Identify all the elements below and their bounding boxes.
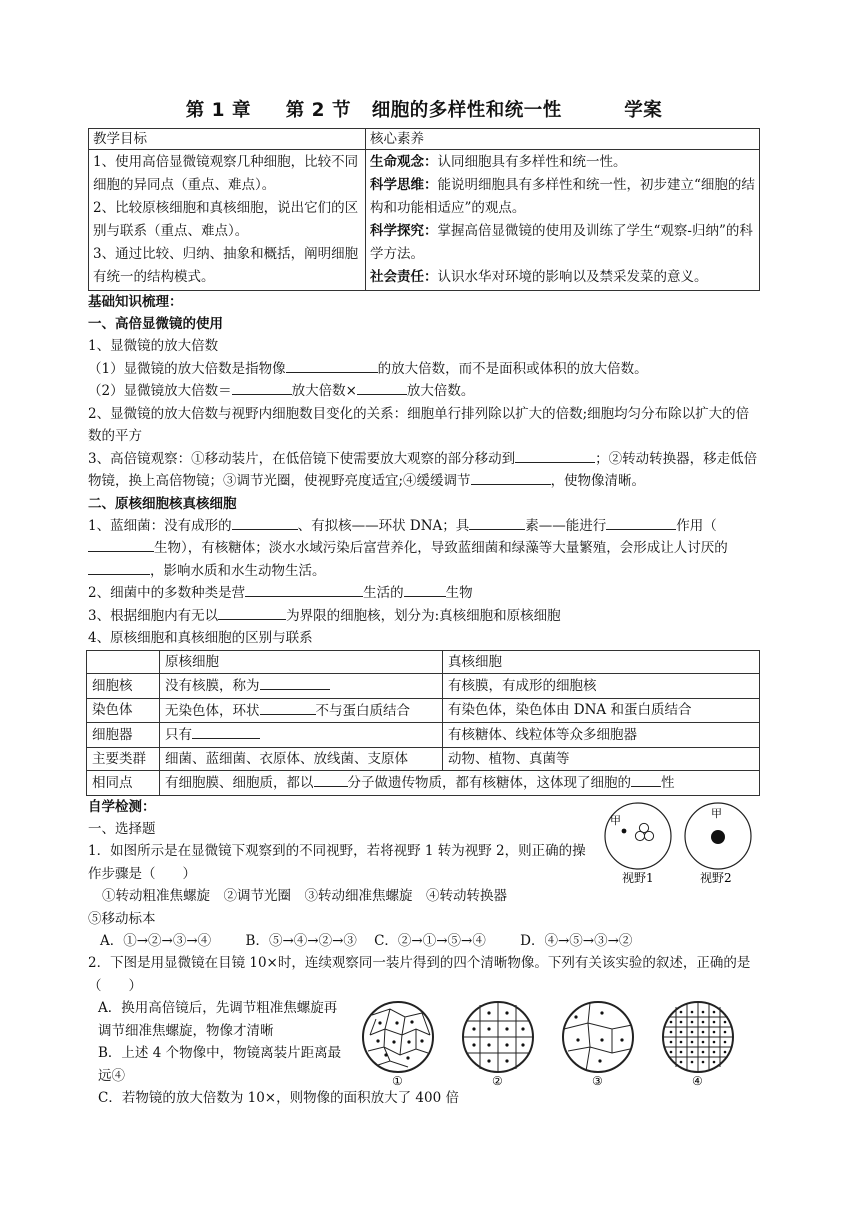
table-row: 细胞核 没有核膜，称为 有核膜，有成形的细胞核: [87, 674, 760, 699]
cell-image-4: [663, 1002, 733, 1087]
table-row: 主要类群 细菌、蓝细菌、衣原体、放线菌、支原体 动物、植物、真菌等: [87, 747, 760, 771]
s1-2: 2、显微镜的放大倍数与视野内细胞数目变化的关系：细胞单行排列除以扩大的倍数;细胞均匀分布除以扩大的倍数的平方: [88, 405, 750, 444]
s1-1a: （1）显微镜的放大倍数是指物像 的放大倍数，而不是面积或体积的放大倍数。: [88, 358, 760, 381]
microscope-views-figure: [600, 794, 760, 884]
fill-blank[interactable]: [286, 358, 378, 373]
s2-1: 1、蓝细菌：没有成形的 、有拟核——环状 DNA；具 素——能进行 作用（生物），有核糖体；淡水水域污染后富营养化，导致蓝细菌和绿藻等大量繁殖，会形成让人讨厌的，影响水质和水生动物生活。: [88, 515, 760, 583]
objectives-cell: [89, 150, 366, 291]
compare-table: [86, 650, 760, 796]
s1-1b: （2）显微镜放大倍数＝ 放大倍数× 放大倍数。: [88, 380, 760, 403]
svg-text:视野1: 视野1: [622, 870, 654, 884]
literacy-item: 社会责任：认识水华对环境的影响以及禁采发菜的意义。: [370, 269, 708, 285]
selftest-heading: 自学检测：: [88, 798, 156, 815]
fill-blank[interactable]: [469, 515, 525, 530]
col-prokaryote: 原核细胞: [160, 650, 443, 674]
fill-blank[interactable]: [314, 772, 348, 787]
option-a[interactable]: A．①→②→③→④: [100, 933, 212, 949]
svg-text:视野2: 视野2: [700, 870, 732, 884]
fill-blank[interactable]: [260, 675, 330, 690]
objective-item: 2、比较原核细胞和真核细胞，说出它们的区别与联系（重点、难点）。: [93, 200, 359, 239]
option-d[interactable]: D．④→⑤→③→②: [520, 933, 633, 949]
cell-image-1: [363, 1002, 433, 1087]
literacy-header: 核心素养: [366, 129, 760, 150]
literacy-item: 科学探究：掌握高倍显微镜的使用及训练了学生“观察-归纳”的科学方法。: [370, 223, 753, 262]
fill-blank[interactable]: [606, 515, 676, 530]
fill-blank[interactable]: [245, 582, 363, 597]
q1-steps: ①转动粗准焦螺旋 ②调节光圈 ③转动细准焦螺旋 ④转动转换器: [102, 888, 507, 904]
question-1: 一、选择题 1．如图所示是在显微镜下观察到的不同视野，若将视野 1 转为视野 2，则正确的操作步骤是（ ） ①转动粗准焦螺旋 ②调节光圈 ③转动细准焦螺旋 ④转动转换器 ⑤移动标本 A．①→②→③→④ B．⑤→④→②→③ C．②→①→⑤→④ D．④→⑤→③→② 甲 甲 视野1 视野2: [88, 818, 760, 953]
cell-image-2: [463, 1002, 533, 1087]
objective-item: 1、使用高倍显微镜观察几种细胞，比较不同细胞的异同点（重点、难点）。: [93, 154, 359, 193]
svg-text:甲: 甲: [610, 813, 621, 827]
q1-stem: 1．如图所示是在显微镜下观察到的不同视野，若将视野 1 转为视野 2，则正确的操作步骤是（ ）: [88, 843, 586, 882]
q1-options: [88, 930, 760, 952]
literacy-item: 科学思维：能说明细胞具有多样性和统一性，初步建立“细胞的结构和功能相适应”的观点。: [370, 177, 755, 216]
fill-blank[interactable]: [631, 772, 661, 787]
worksheet-page: [88, 96, 760, 1110]
fill-blank[interactable]: [471, 470, 551, 485]
fill-blank[interactable]: [232, 515, 298, 530]
objectives-table: [88, 128, 760, 291]
q2-option-c[interactable]: C．若物镜的放大倍数为 10×，则物像的面积放大了 400 倍: [98, 1090, 459, 1106]
fill-blank[interactable]: [88, 560, 150, 575]
table-row: 相同点 有细胞膜、细胞质，都以 分子做遗传物质，都有核糖体，这体现了细胞的 性: [87, 771, 760, 796]
fill-blank[interactable]: [404, 582, 446, 597]
q1-steps-2: ⑤移动标本: [88, 910, 156, 927]
fill-blank[interactable]: [192, 724, 260, 739]
basics-heading: 基础知识梳理：: [88, 294, 183, 310]
svg-text:③: ③: [592, 1074, 603, 1087]
svg-text:②: ②: [492, 1074, 503, 1087]
s2-4: 4、原核细胞和真核细胞的区别与联系: [88, 630, 313, 646]
svg-text:甲: 甲: [711, 806, 722, 820]
objectives-header: 教学目标: [89, 129, 366, 150]
table-row: 染色体 无染色体，环状 不与蛋白质结合 有染色体，染色体由 DNA 和蛋白质结合: [87, 698, 760, 723]
svg-text:④: ④: [692, 1074, 703, 1087]
cell-images-figure: [350, 995, 750, 1087]
fill-blank[interactable]: [260, 700, 316, 715]
page-title: 第 1 章 第 2 节 细胞的多样性和统一性 学案: [185, 100, 663, 121]
q2-option-b[interactable]: B．上述 4 个物像中，物镜离装片距离最远④: [98, 1045, 342, 1084]
question-2: [88, 952, 760, 1110]
svg-text:①: ①: [392, 1074, 403, 1087]
section-1-heading: 一、高倍显微镜的使用: [88, 316, 223, 332]
s2-3: 3、根据细胞内有无以 为界限的细胞核，划分为:真核细胞和原核细胞: [88, 605, 760, 628]
fill-blank[interactable]: [88, 537, 154, 552]
fill-blank[interactable]: [232, 380, 292, 395]
fill-blank[interactable]: [218, 605, 286, 620]
fill-blank[interactable]: [357, 380, 407, 395]
s2-2: 2、细菌中的多数种类是营 生活的 生物: [88, 582, 760, 605]
table-row: 细胞器 只有 有核糖体、线粒体等众多细胞器: [87, 723, 760, 748]
option-b[interactable]: B．⑤→④→②→③: [245, 933, 357, 949]
objective-item: 3、通过比较、归纳、抽象和概括，阐明细胞有统一的结构模式。: [93, 246, 359, 285]
literacy-item: 生命观念：认同细胞具有多样性和统一性。: [370, 154, 627, 170]
fill-blank[interactable]: [515, 448, 595, 463]
s1-3: 3、高倍镜观察：①移动装片，在低倍镜下使需要放大观察的部分移动到 ；②转动转换器，移走低倍物镜，换上高倍物镜；③调节光圈，使视野亮度适宜;④缓缓调节 ，使物像清晰。: [88, 448, 760, 493]
s1-1: 1、显微镜的放大倍数: [88, 338, 219, 354]
cell-image-3: [563, 1002, 633, 1087]
literacy-cell: [366, 150, 760, 291]
section-2-heading: 二、原核细胞核真核细胞: [88, 495, 237, 512]
q2-option-a[interactable]: A．换用高倍镜后，先调节粗准焦螺旋再调节细准焦螺旋，物像才清晰: [98, 1000, 338, 1039]
q2-stem: 2．下图是用显微镜在目镜 10×时，连续观察同一装片得到的四个清晰物像。下列有关该实验的叙述，正确的是（ ）: [88, 955, 751, 994]
col-eukaryote: 真核细胞: [443, 650, 760, 674]
option-c[interactable]: C．②→①→⑤→④: [374, 933, 486, 949]
